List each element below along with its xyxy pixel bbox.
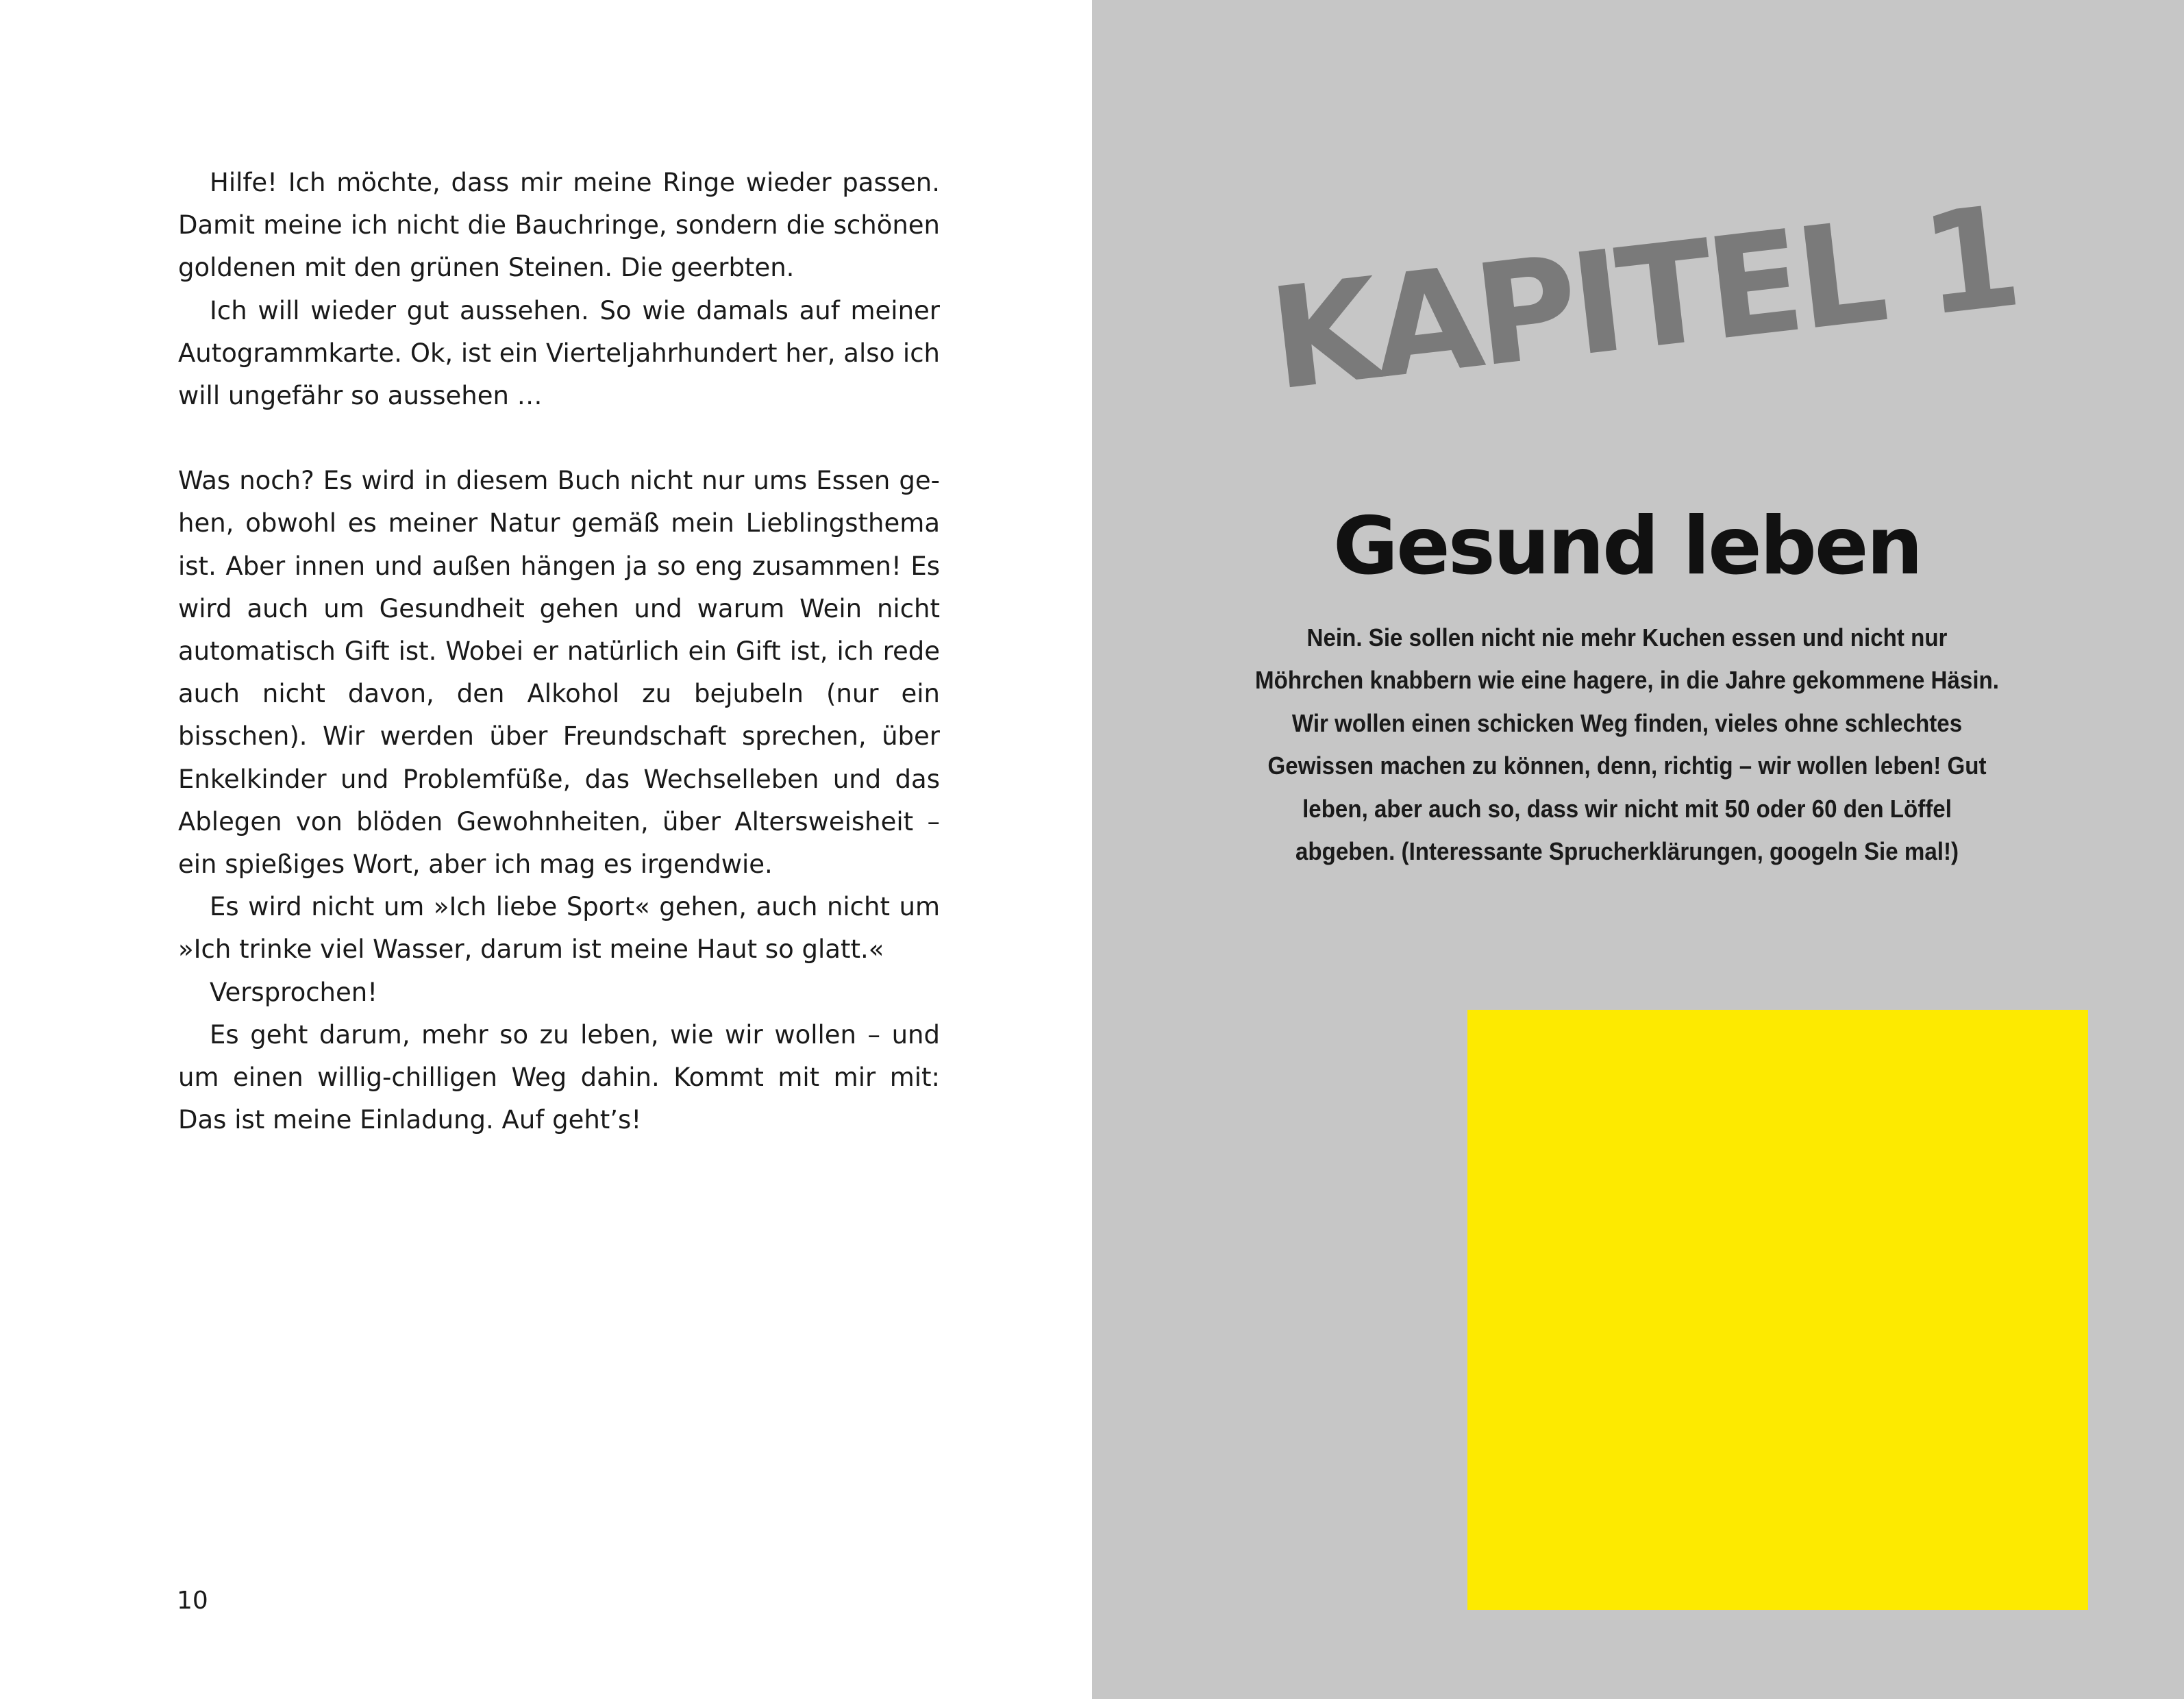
paragraph: Hilfe! Ich möchte, dass mir meine Ringe wieder passen. Damit meine ich nicht die Bauchringe, sondern die schönen goldenen mit den grünen Steinen. Die geerbten. <box>178 168 940 283</box>
chapter-title: Gesund leben <box>1332 500 1922 593</box>
yellow-accent-box <box>1467 1010 2088 1610</box>
page-number: 10 <box>177 1587 208 1615</box>
paragraph: Ich will wieder gut aussehen. So wie damals auf meiner Autogrammkarte. Ok, ist ein Vierteljahrhundert her, also ich will ungefähr so aussehen … <box>178 295 940 411</box>
chapter-label: KAPITEL 1 <box>1262 175 2024 422</box>
paragraph: Es geht darum, mehr so zu leben, wie wir wollen – und um einen willig-chilligen Weg dahin. Kommt mit mir mit: Das ist meine Einladung. Auf geht’s! <box>178 1019 940 1135</box>
paragraph: Was noch? Es wird in diesem Buch nicht nur ums Essen gehen, obwohl es meiner Natur gemäß mein Lieblingsthema ist. Aber innen und außen hängen ja so eng zusammen! Es wird auch um Gesundheit gehen und warum Wein nicht automatisch Gift ist. Wobei er natürlich ein Gift ist, ich rede auch nicht davon, den Alkohol zu bejubeln (nur ein bisschen). Wir werden über Freundschaft sprechen, über Enkelkinder und Problemfüße, das Wechselleben und das Ablegen von blöden Gewohnheiten, über Altersweisheit – ein spießiges Wort, aber ich mag es irgendwie. <box>178 466 940 880</box>
paragraph: Es wird nicht um »Ich liebe Sport« gehen, auch nicht um »Ich trinke viel Wasser, darum ist meine Haut so glatt.« <box>178 892 940 965</box>
paragraph: Versprochen! <box>210 977 378 1007</box>
body-text <box>178 162 940 1141</box>
right-page <box>1092 0 2184 1699</box>
chapter-intro: Nein. Sie sollen nicht nie mehr Kuchen essen und nicht nur Möhrchen knabbern wie eine hagere, in die Jahre gekommene Häsin. Wir wollen einen schicken Weg finden, vieles ohne schlechtes Gewissen machen zu können, denn, richtig – wir wollen leben! Gut leben, aber auch so, dass wir nicht mit 50 oder 60 den Löffel abgeben. (Interessante Sprucherklärungen, googeln Sie mal!) <box>1255 623 1999 866</box>
